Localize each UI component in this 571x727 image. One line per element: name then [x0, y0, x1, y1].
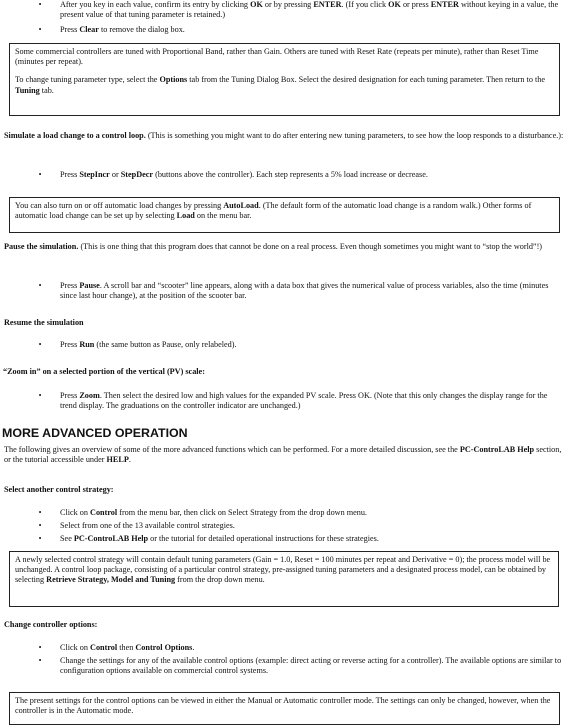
section-simulate-load: Simulate a load change to a control loop. (This is something you might want to do after entering new tuning parameters, to see how the loop responds to a disturbance.):: [4, 131, 564, 140]
section-zoom: “Zoom in” on a selected portion of the vertical (PV) scale:: [3, 367, 205, 376]
note-paragraph: Some commercial controllers are tuned with Proportional Band, rather than Gain. Others are tuned with Reset Rate (repeats per minute), rather than Reset Time (minutes per repeat).: [15, 47, 539, 67]
document-page: • After you key in each value, confirm its entry by clicking OK or by pressing ENTER. (If you click OK or press ENTER without keying in a value, the present value of that tuning parameter is retained.) • Press Clear to remove the dialog box. Some commercial controllers are tuned with Proportional Band, rather than Gain. Others are tuned with Reset Rate (repeats per minute), rather than Reset Time (minutes per repeat). To change tuning parameter type, select the Options tab from the Tuning Dialog Box. Select the desired designation for each tuning parameter. Then return to the Tuning tab. Simulate a load change to a control loop. (This is something you might want to do after entering new tuning parameters, to see how the loop responds to a disturbance.): • Press StepIncr or StepDecr (buttons above the controller). Each step represents a 5% load increase or decrease. You can also turn on or off automatic load changes by pressing AutoLoad. (The default form of the automatic load change is a random walk.) Other forms of automatic load change can be set up by selecting Load on the menu bar. Pause the simulation. (This is one thing that this program does that cannot be done on a real process. Even though sometimes you might want to “stop the world”!) • Press Pause. A scroll bar and “scooter” line appears, along with a data box that gives the numerical value of process variables, also the time (minutes since last hour change), at the position of the scooter bar. Resume the simulation • Press Run (the same button as Pause, only relabeled). “Zoom in” on a selected portion of the vertical (PV) scale: • Press Zoom. Then select the desired low and high values for the expanded PV scale. Press OK. (Note that this only changes the display range for the trend display. The graduations on the controller indicator are unchanged.) MORE ADVANCED OPERATION The following gives an overview of some of the more advanced functions which can be performed. For a more detailed discussion, see the PC-ControLAB Help section, or the tutorial accessible under HELP. Select another control strategy: • Click on Control from the menu bar, then click on Select Strategy from the drop down menu. • Select from one of the 13 available control strategies. • See PC-ControLAB Help or the tutorial for detailed operational instructions for these strategies. A newly selected control strategy will contain default tuning parameters (Gain = 1.0, Reset = 100 minutes per repeat and Derivative = 0); the process model will be unchanged. A control loop package, consisting of a particular control strategy, pre-assigned tuning parameters and a designated process model, can be obtained by selecting Retrieve Strategy, Model and Tuning from the drop down menu. Change controller options: • Click on Control then Control Options. • Change the settings for any of the available control options (example: direct acting or reverse acting for a controller). The available options are similar to configuration options available on commercial control systems. The present settings for the control options can be viewed in either the Manual or Automatic controller mode. The settings can only be changed, however, when the controller is in the Automatic mode.: [0, 0, 571, 727]
bullet-icon: •: [38, 25, 42, 34]
note-box-tuning-types: [9, 43, 560, 116]
section-resume: Resume the simulation: [4, 318, 84, 327]
bullet-icon: •: [38, 534, 42, 543]
bullet-icon: •: [38, 281, 42, 290]
section-select-strategy: Select another control strategy:: [4, 485, 114, 494]
bullet-icon: •: [38, 656, 42, 665]
note-box-default-tuning: A newly selected control strategy will contain default tuning parameters (Gain = 1.0, Reset = 100 minutes per repeat and Derivative = 0); the process model will be unchanged. A control loop package, consisting of a particular control strategy, pre-assigned tuning parameters and a designated process model, can be obtained by selecting Retrieve Strategy, Model and Tuning from the drop down menu.: [9, 551, 559, 607]
section-controller-options: Change controller options:: [4, 620, 98, 629]
bullet-icon: •: [38, 0, 42, 9]
note-box-autoload: You can also turn on or off automatic load changes by pressing AutoLoad. (The default form of the automatic load change is a random walk.) Other forms of automatic load change can be set up by selecting Load on the menu bar.: [9, 197, 560, 233]
bullet-icon: •: [38, 643, 42, 652]
bullet-icon: •: [38, 170, 42, 179]
bullet-icon: •: [38, 508, 42, 517]
bullet-icon: •: [38, 391, 42, 400]
note-box-options-modes: The present settings for the control options can be viewed in either the Manual or Automatic controller mode. The settings can only be changed, however, when the controller is in the Automatic mode.: [9, 692, 560, 725]
note-paragraph: To change tuning parameter type, select the Options tab from the Tuning Dialog Box. Select the desired designation for each tuning parameter. Then return to the Tuning tab.: [15, 75, 545, 95]
heading-advanced-operation: MORE ADVANCED OPERATION: [2, 426, 188, 440]
bullet-icon: •: [38, 521, 42, 530]
intro-paragraph: The following gives an overview of some of the more advanced functions which can be performed. For a more detailed discussion, see the PC-ControLAB Help section, or the tutorial accessible under HELP.: [4, 445, 562, 465]
section-pause: Pause the simulation. (This is one thing that this program does that cannot be done on a real process. Even though sometimes you might want to “stop the world”!): [4, 242, 543, 251]
bullet-icon: •: [38, 340, 42, 349]
